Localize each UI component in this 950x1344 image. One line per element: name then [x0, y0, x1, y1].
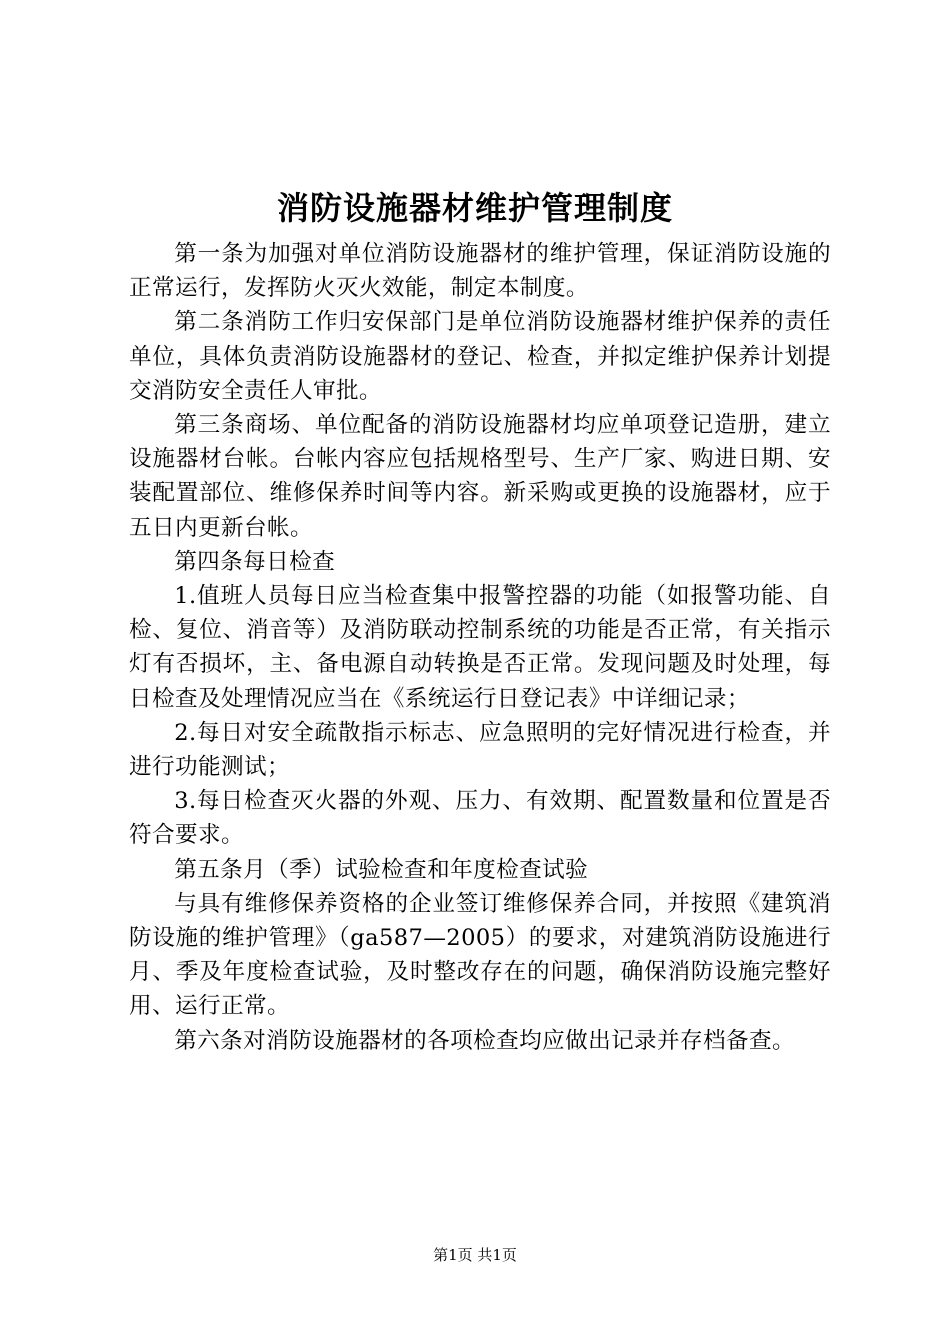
paragraph-item-2: 2.每日对安全疏散指示标志、应急照明的完好情况进行检查，并进行功能测试；: [129, 719, 831, 781]
paragraph-article-2: 第二条消防工作归安保部门是单位消防设施器材维护保养的责任单位，具体负责消防设施器材的登记、检查，并拟定维护保养计划提交消防安全责任人审批。: [129, 309, 831, 404]
paragraph-article-3: 第三条商场、单位配备的消防设施器材均应单项登记造册，建立设施器材台帐。台帐内容应包括规格型号、生产厂家、购进日期、安装配置部位、维修保养时间等内容。新采购或更换的设施器材，应于五日内更新台帐。: [129, 412, 831, 541]
paragraph-article-5-heading: 第五条月（季）试验检查和年度检查试验: [174, 856, 589, 883]
paragraph-article-6: 第六条对消防设施器材的各项检查均应做出记录并存档备查。: [174, 1027, 796, 1054]
paragraph-article-1: 第一条为加强对单位消防设施器材的维护管理，保证消防设施的正常运行，发挥防火灭火效能，制定本制度。: [129, 241, 831, 302]
page-footer: 第1页 共1页: [433, 1246, 517, 1264]
paragraph-item-1: 1.值班人员每日应当检查集中报警控器的功能（如报警功能、自检、复位、消音等）及消防联动控制系统的功能是否正常，有关指示灯有否损坏，主、备电源自动转换是否正常。发现问题及时处理，每日检查及处理情况应当在《系统运行日登记表》中详细记录；: [129, 583, 831, 712]
document-body: [129, 237, 831, 1058]
document-title: 消防设施器材维护管理制度: [276, 189, 673, 227]
paragraph-article-5-body: 与具有维修保养资格的企业签订维修保养合同，并按照《建筑消防设施的维护管理》（ga587—2005）的要求，对建筑消防设施进行月、季及年度检查试验，及时整改存在的问题，确保消防设施完整好用、运行正常。: [129, 890, 831, 1020]
paragraph-article-4-heading: 第四条每日检查: [174, 548, 336, 575]
paragraph-item-3: 3.每日检查灭火器的外观、压力、有效期、配置数量和位置是否符合要求。: [129, 788, 831, 849]
